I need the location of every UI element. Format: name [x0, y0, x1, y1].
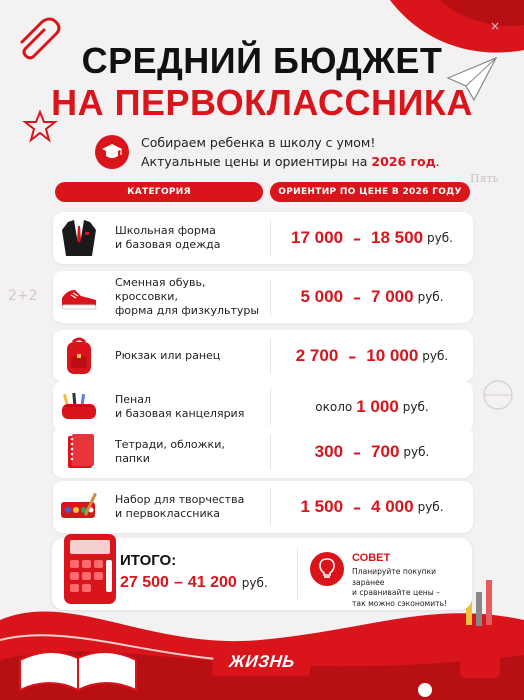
subtitle-year: 2026 год [371, 154, 436, 169]
row-label-line: Набор для творчества [115, 493, 245, 506]
price-min: 300 [314, 442, 344, 461]
price-min: 17 000 [291, 228, 344, 247]
price-dash: – [353, 442, 362, 462]
price-max: 18 500 [371, 228, 424, 247]
row-label-line: папки [115, 452, 150, 465]
price-value: 1 000 [356, 397, 399, 416]
svg-text:2+2: 2+2 [8, 288, 38, 304]
svg-text:Пять: Пять [470, 172, 499, 185]
table-row [53, 481, 473, 533]
column-header-price: ОРИЕНТИР ПО ЦЕНЕ В 2026 ГОДУ [270, 182, 470, 202]
column-header-category: КАТЕГОРИЯ [55, 182, 263, 202]
subtitle-line2 [141, 154, 440, 169]
lightbulb-icon [310, 552, 344, 586]
price-unit: руб. [403, 445, 430, 459]
row-label-line: Тетради, обложки, [115, 438, 225, 451]
brand-logo: ЖИЗНЬ [212, 648, 313, 676]
price-dash: – [348, 346, 357, 366]
school-uniform-icon [57, 216, 101, 260]
total-value [120, 574, 268, 592]
tip-text [352, 567, 470, 609]
page-title-line1: СРЕДНИЙ БЮДЖЕТ [81, 40, 443, 81]
paint-set-icon [57, 485, 101, 529]
price-dash: – [353, 497, 362, 517]
row-label [115, 426, 275, 478]
row-label [115, 481, 275, 533]
row-label-line: и первоклассника [115, 507, 221, 520]
price-unit: руб. [402, 400, 429, 414]
table-row [53, 271, 473, 323]
table-row [53, 426, 473, 478]
row-label-line: форма для физкультуры [115, 304, 260, 317]
row-label [115, 212, 275, 264]
row-label-line: Пенал [115, 393, 152, 406]
row-label-line: кроссовки, [115, 290, 178, 303]
price-min: 5 000 [300, 287, 344, 306]
subtitle [95, 133, 455, 177]
price-max: 4 000 [371, 497, 414, 516]
row-label-line: и базовая одежда [115, 238, 221, 251]
price-dash: – [353, 228, 362, 248]
row-label-line: и базовая канцелярия [115, 407, 245, 420]
price-max: 10 000 [366, 346, 419, 365]
price-min: 2 700 [295, 346, 339, 365]
page-title-line2: НА ПЕРВОКЛАССНИКА [51, 82, 473, 123]
price-unit: руб. [427, 231, 453, 245]
price-unit: руб. [417, 500, 444, 514]
price-max: 7 000 [371, 287, 414, 306]
price-max: 700 [371, 442, 400, 461]
tip-title: СОВЕТ [352, 552, 391, 564]
pencil-case-icon [57, 385, 101, 429]
row-price [271, 481, 473, 533]
row-label-line: Школьная форма [115, 224, 216, 237]
sneakers-icon [57, 275, 101, 319]
total-min: 27 500 [120, 574, 169, 591]
table-row [53, 330, 473, 382]
subtitle-line1: Собираем ребенка в школу с умом! [141, 135, 376, 150]
row-label-line: Сменная обувь, [115, 276, 206, 289]
card-divider [297, 548, 298, 600]
price-min: 1 500 [300, 497, 344, 516]
tip-line: Планируйте покупки заранее [352, 567, 437, 587]
price-dash: – [353, 287, 362, 307]
notebook-icon [57, 430, 101, 474]
row-price [271, 330, 473, 382]
row-price [271, 271, 473, 323]
total-max: 41 200 [187, 574, 237, 591]
table-row [53, 212, 473, 264]
row-price [271, 212, 473, 264]
tip-line: и сравнивайте цены – [352, 588, 440, 597]
row-label [115, 271, 275, 323]
row-label-line: Рюкзак или ранец [115, 349, 221, 362]
price-prefix: около [315, 400, 353, 414]
backpack-icon [57, 334, 101, 378]
calculator-icon [60, 532, 120, 606]
price-unit: руб. [417, 290, 444, 304]
row-label [115, 330, 275, 382]
total-card [52, 538, 472, 610]
svg-text:×: × [490, 19, 501, 33]
total-label: ИТОГО: [120, 552, 177, 569]
row-price [271, 426, 473, 478]
subtitle-prefix: Актуальные цены и ориентиры на [141, 154, 372, 169]
graduation-cap-icon [95, 135, 129, 169]
total-unit: руб. [241, 576, 268, 590]
subtitle-suffix: . [435, 154, 440, 169]
price-unit: руб. [422, 349, 449, 363]
tip-line: так можно сэкономить! [352, 598, 448, 608]
total-dash: – [173, 574, 183, 591]
